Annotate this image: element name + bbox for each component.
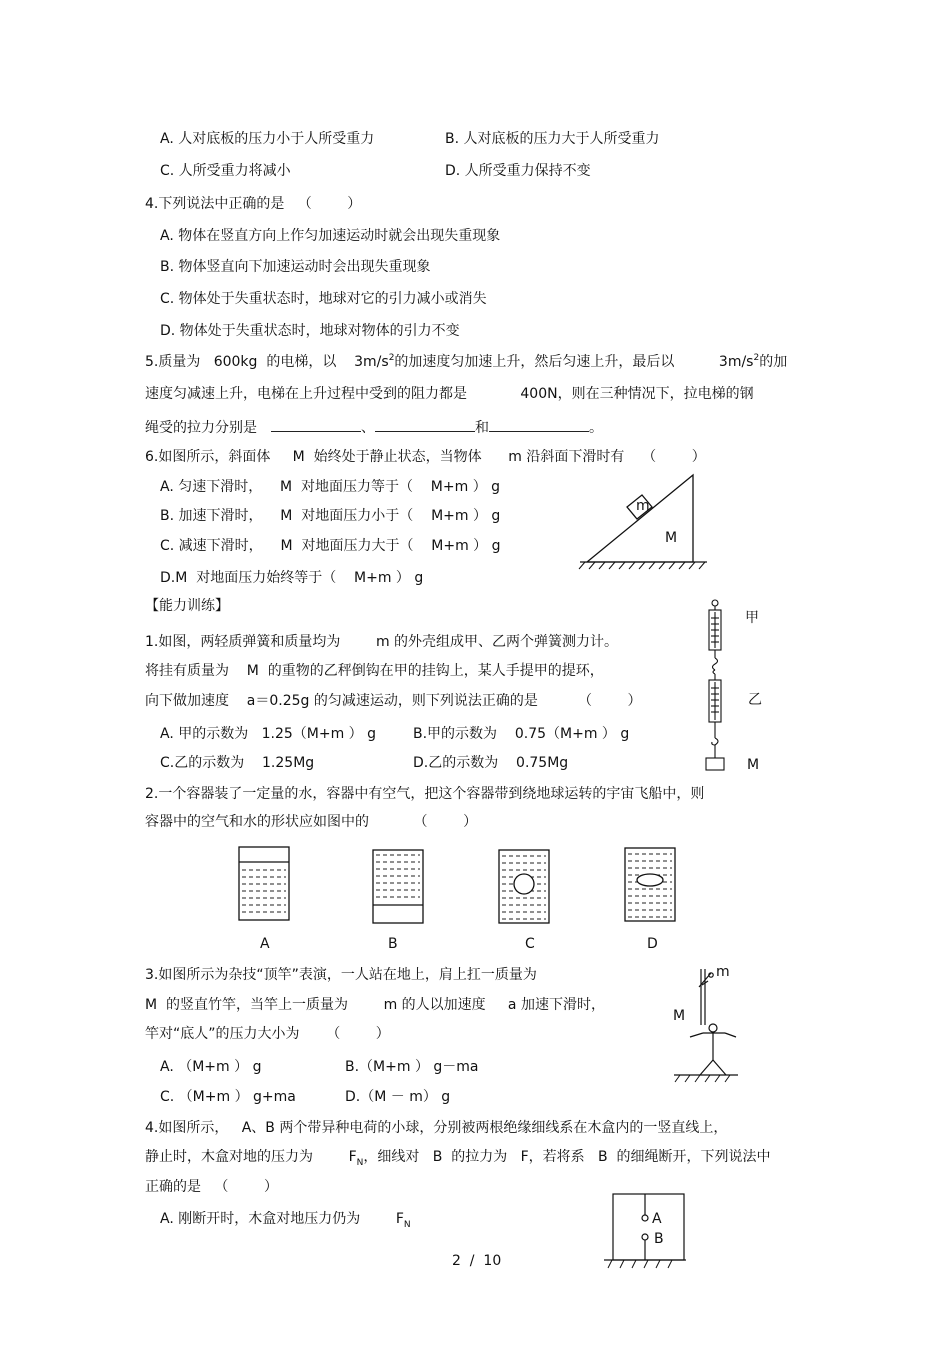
q5-line2: 速度匀减速上升，电梯在上升过程中受到的阻力都是 400N，则在三种情况下，拉电梯的钢: [145, 386, 754, 402]
ball-b-label: B: [654, 1231, 664, 1247]
n4-line2-part1: 静止时，木盒对地的压力为 F: [145, 1149, 357, 1165]
q5-line3: [145, 417, 603, 437]
wooden-box-figure: [600, 1193, 690, 1273]
n1-line3: 向下做加速度 a＝0.25g 的匀减速运动，则下列说法正确的是 （ ）: [145, 693, 642, 709]
n1-option-b: B.甲的示数为 0.75（M+m ） g: [413, 726, 630, 742]
container-c-figure: [498, 849, 550, 924]
pole-climber-label: m: [716, 964, 730, 980]
incline-body-label: M: [665, 530, 678, 546]
answer-blank-3[interactable]: [489, 417, 589, 432]
n4-subscript: N: [356, 1157, 364, 1168]
q5-line1-part2: 的加速度匀加速上升，然后匀速上升，最后以 3m/s: [394, 354, 754, 370]
q6-stem: 6.如图所示，斜面体 M 始终处于静止状态，当物体 m 沿斜面下滑时有 （ ）: [145, 449, 706, 465]
q3-option-c: C. 人所受重力将减小: [160, 163, 291, 179]
container-a-label: A: [260, 936, 270, 952]
n2-line2: 容器中的空气和水的形状应如图中的 （ ）: [145, 814, 478, 830]
section-title: 【能力训练】: [145, 598, 229, 614]
n3-option-d: D.（M － m） g: [345, 1089, 451, 1105]
n3-line2: M 的竖直竹竿，当竿上一质量为 m 的人以加速度 a 加速下滑时，: [145, 997, 605, 1013]
q5-sep2: 和: [475, 420, 489, 436]
answer-blank-2[interactable]: [375, 417, 475, 432]
container-d-label: D: [647, 936, 658, 952]
n3-line1: 3.如图所示为杂技“顶竿”表演，一人站在地上，肩上扛一质量为: [145, 967, 537, 983]
q3-option-d: D. 人所受重力保持不变: [445, 163, 591, 179]
q5-end: 。: [589, 420, 603, 436]
q4-option-d: D. 物体处于失重状态时，地球对物体的引力不变: [160, 323, 460, 339]
q6-option-b: B. 加速下滑时， M 对地面压力小于（ M+m ） g: [160, 508, 501, 524]
incline-block-label: m: [636, 498, 650, 514]
scale-jia-label: 甲: [745, 610, 759, 626]
container-b-label: B: [388, 936, 398, 952]
page-number: 2 / 10: [452, 1253, 502, 1269]
pole-act-figure: [670, 965, 740, 1090]
answer-blank-1[interactable]: [271, 417, 361, 432]
n3-option-c: C. （M+m ） g+ma: [160, 1089, 296, 1105]
q5-line3-text: 绳受的拉力分别是: [145, 420, 257, 436]
scale-yi-label: 乙: [748, 692, 762, 708]
n3-line3: 竿对“底人”的压力大小为 （ ）: [145, 1026, 390, 1042]
q4-option-c: C. 物体处于失重状态时，地球对它的引力减小或消失: [160, 291, 487, 307]
q5-line1-part1: 5.质量为 600kg 的电梯，以 3m/s: [145, 354, 389, 370]
q5-exponent-2: 2: [753, 353, 760, 363]
n1-option-a: A. 甲的示数为 1.25（M+m ） g: [160, 726, 376, 742]
ball-a-label: A: [652, 1211, 662, 1227]
q4-option-b: B. 物体竖直向下加速运动时会出现失重现象: [160, 259, 431, 275]
q4-stem: 4.下列说法中正确的是 （ ）: [145, 196, 362, 212]
n1-option-c: C.乙的示数为 1.25Mg: [160, 755, 315, 771]
q3-option-a: A. 人对底板的压力小于人所受重力: [160, 131, 375, 147]
n4-line1: 4.如图所示， A、B 两个带异种电荷的小球，分别被两根绝缘细线系在木盒内的一竖直线上，: [145, 1120, 728, 1136]
n4-option-a: [160, 1210, 411, 1234]
weight-label: M: [747, 757, 760, 773]
pole-mass-label: M: [673, 1008, 686, 1024]
n1-line2: 将挂有质量为 M 的重物的乙秤倒钩在甲的挂钩上，某人手提甲的提环，: [145, 663, 604, 679]
q6-option-d: D.M 对地面压力始终等于（ M+m ） g: [160, 570, 424, 586]
q4-option-a: A. 物体在竖直方向上作匀加速运动时就会出现失重现象: [160, 228, 501, 244]
n1-option-d: D.乙的示数为 0.75Mg: [413, 755, 569, 771]
n3-option-a: A. （M+m ） g: [160, 1059, 262, 1075]
container-c-label: C: [525, 936, 535, 952]
q3-option-b: B. 人对底板的压力大于人所受重力: [445, 131, 660, 147]
n4-option-a-subscript: N: [403, 1219, 411, 1230]
q5-line1: [145, 353, 787, 371]
q6-option-a: A. 匀速下滑时， M 对地面压力等于（ M+m ） g: [160, 479, 501, 495]
n2-line1: 2.一个容器装了一定量的水，容器中有空气，把这个容器带到绕地球运转的宇宙飞船中，则: [145, 786, 705, 802]
q5-line1-part3: 的加: [759, 354, 788, 370]
container-d-figure: [624, 847, 676, 922]
spring-scales-figure: [698, 598, 733, 773]
container-a-figure: [238, 846, 290, 921]
n4-line2: [145, 1148, 771, 1172]
q5-exponent-1: 2: [388, 353, 395, 363]
n4-line2-part2: ，细线对 B 的拉力为 F，若将系 B 的细绳断开，下列说法中: [363, 1149, 771, 1165]
n3-option-b: B.（M+m ） g－ma: [345, 1059, 479, 1075]
n4-line3: 正确的是 （ ）: [145, 1179, 278, 1195]
incline-figure: [575, 465, 715, 575]
container-b-figure: [372, 849, 424, 924]
n1-line1: 1.如图，两轻质弹簧和质量均为 m 的外壳组成甲、乙两个弹簧测力计。: [145, 634, 619, 650]
q5-sep1: 、: [361, 420, 375, 436]
n4-option-a-text: A. 刚断开时，木盒对地压力仍为 F: [160, 1211, 404, 1227]
q6-option-c: C. 减速下滑时， M 对地面压力大于（ M+m ） g: [160, 538, 501, 554]
